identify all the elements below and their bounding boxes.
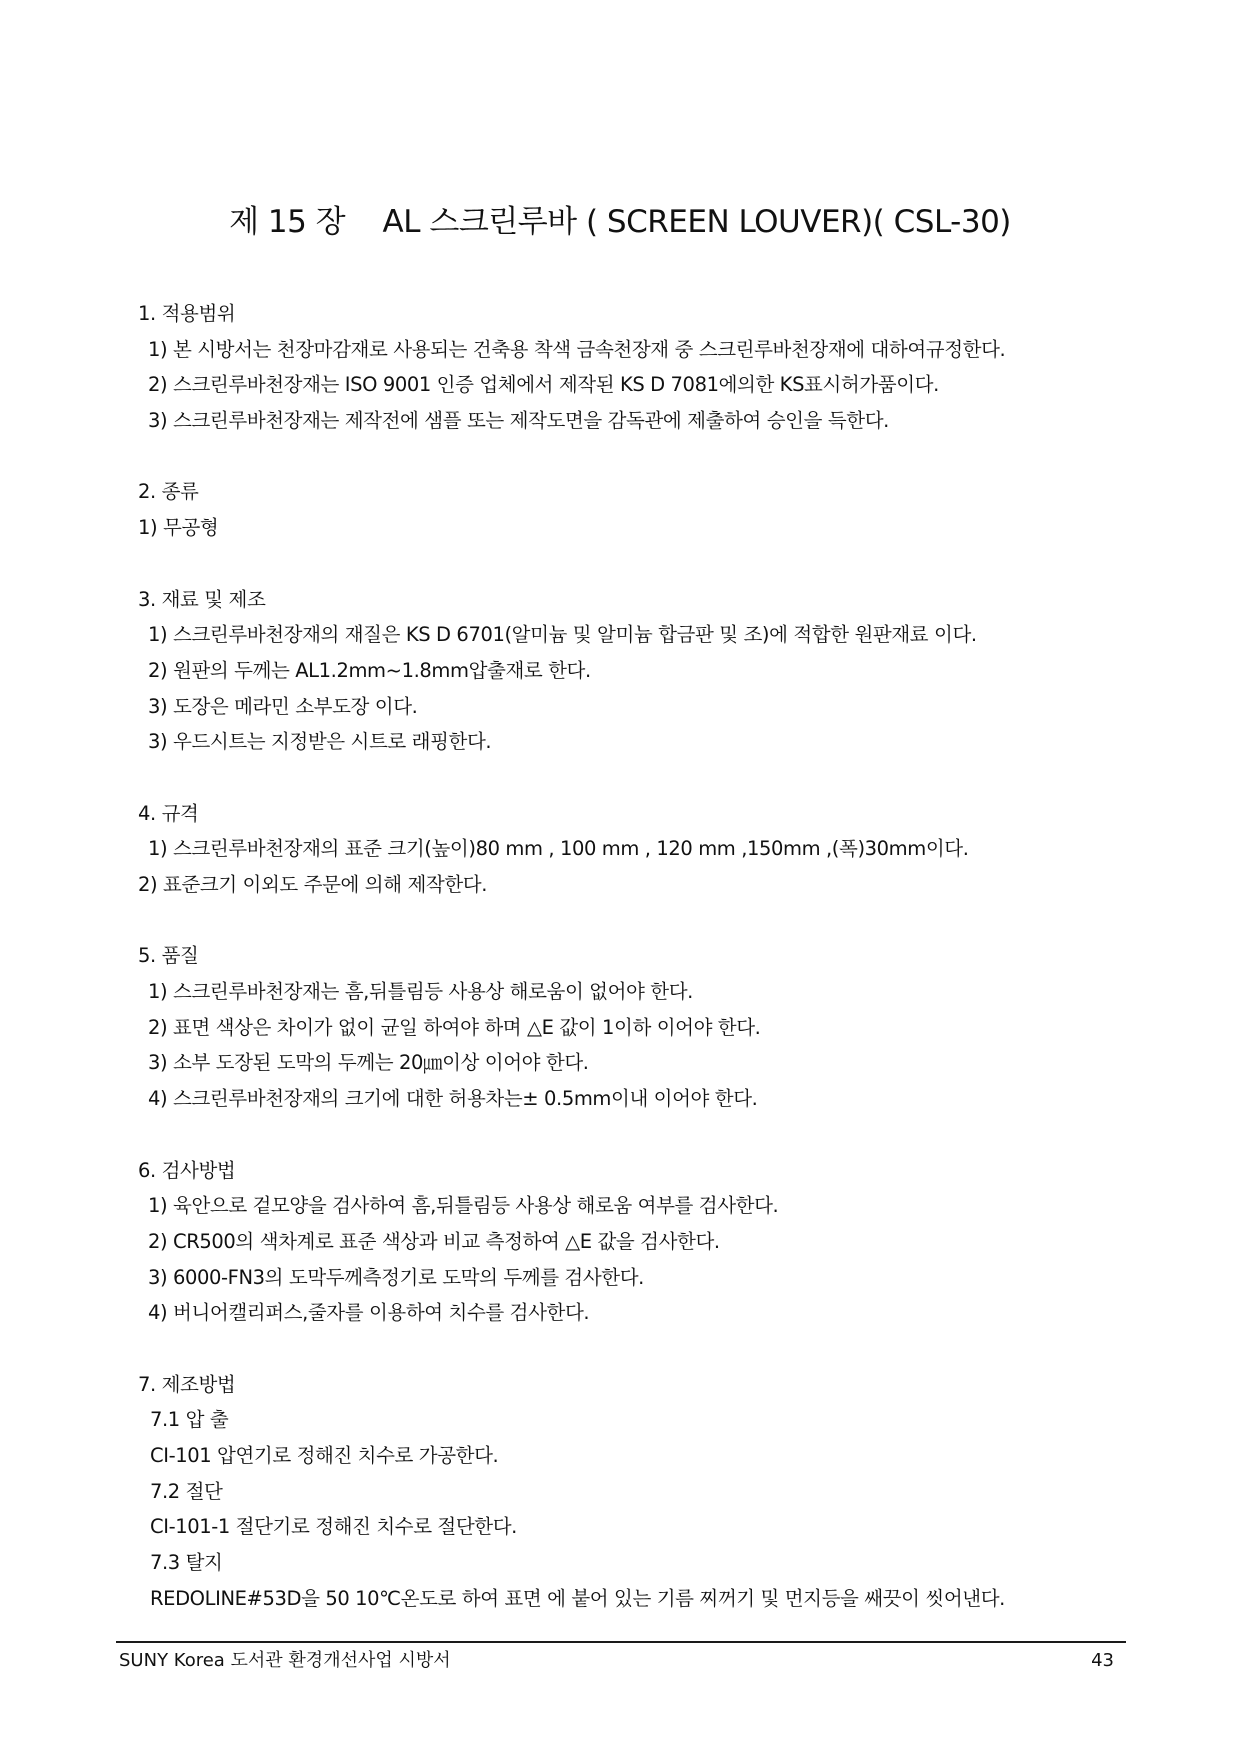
section-heading: 5. 품질 <box>138 944 199 968</box>
section-heading: 7. 제조방법 <box>138 1372 236 1396</box>
list-item: 3) 도장은 메라민 소부도장 이다. <box>148 694 418 718</box>
list-item: 1) 스크린루바천장재의 표준 크기(높이)80 mm , 100 mm , 120 mm ,150mm ,(폭)30mm이다. <box>148 837 969 861</box>
list-item: REDOLINE#53D을 50 10℃온도로 하여 표면 에 붙어 있는 기름 찌꺼기 및 먼지등을 쌔끗이 씻어낸다. <box>150 1586 1005 1610</box>
section-heading: 4. 규격 <box>138 801 199 825</box>
section-heading: 1. 적용범위 <box>138 302 236 325</box>
section-heading: 2. 종류 <box>138 480 199 504</box>
list-item: 3) 6000-FN3의 도막두께측정기로 도막의 두께를 검사한다. <box>148 1265 644 1289</box>
list-item: 2) 스크린루바천장재는 ISO 9001 인증 업체에서 제작된 KS D 7081에의한 KS표시허가품이다. <box>148 373 939 397</box>
list-item: 1) 스크린루바천장재는 흠,뒤틀림등 사용상 해로움이 없어야 한다. <box>148 980 693 1004</box>
list-item: 1) 본 시방서는 천장마감재로 사용되는 건축용 착색 금속천장재 중 스크린루바천장재에 대하여규정한다. <box>148 337 1006 361</box>
subsection-heading: 7.3 탈지 <box>150 1551 223 1575</box>
list-item: 2) 표준크기 이외도 주문에 의해 제작한다. <box>138 873 487 896</box>
subsection-heading: 7.1 압 출 <box>150 1408 229 1432</box>
list-item: 1) 무공형 <box>138 516 219 540</box>
page-title: 제 15 장 AL 스크린루바 ( SCREEN LOUVER)( CSL-30) <box>229 204 1011 240</box>
list-item: 3) 스크린루바천장재는 제작전에 샘플 또는 제작도면을 감독관에 제출하여 승인을 득한다. <box>148 409 889 433</box>
list-item: 4) 스크린루바천장재의 크기에 대한 허용차는± 0.5mm이내 이어야 한다. <box>148 1087 758 1111</box>
list-item: CI-101-1 절단기로 정해진 치수로 절단한다. <box>150 1515 517 1539</box>
list-item: 2) 표면 색상은 차이가 없이 균일 하여야 하며 △E 값이 1이하 이어야 한다. <box>148 1015 761 1039</box>
list-item: 3) 우드시트는 지정받은 시트로 래핑한다. <box>148 730 492 754</box>
list-item: 1) 육안으로 겉모양을 검사하여 흠,뒤틀림등 사용상 해로움 여부를 검사한다. <box>148 1194 779 1218</box>
footer-divider <box>116 1641 1126 1643</box>
section-heading: 6. 검사방법 <box>138 1158 236 1182</box>
page-number: 43 <box>1091 1650 1114 1671</box>
list-item: CI-101 압연기로 정해진 치수로 가공한다. <box>150 1444 499 1467</box>
subsection-heading: 7.2 절단 <box>150 1479 223 1503</box>
footer-document-title: SUNY Korea 도서관 환경개선사업 시방서 <box>119 1650 451 1671</box>
section-heading: 3. 재료 및 제조 <box>138 587 266 611</box>
list-item: 1) 스크린루바천장재의 재질은 KS D 6701(알미늄 및 알미늄 합금판 및 조)에 적합한 원판재료 이다. <box>148 623 977 647</box>
list-item: 4) 버니어캘리퍼스,줄자를 이용하여 치수를 검사한다. <box>148 1301 590 1325</box>
list-item: 2) 원판의 두께는 AL1.2mm~1.8mm압출재로 한다. <box>148 658 591 682</box>
document-body <box>138 296 1078 1616</box>
list-item: 2) CR500의 색차계로 표준 색상과 비교 측정하여 △E 값을 검사한다. <box>148 1229 720 1253</box>
list-item: 3) 소부 도장된 도막의 두께는 20㎛이상 이어야 한다. <box>148 1051 589 1075</box>
